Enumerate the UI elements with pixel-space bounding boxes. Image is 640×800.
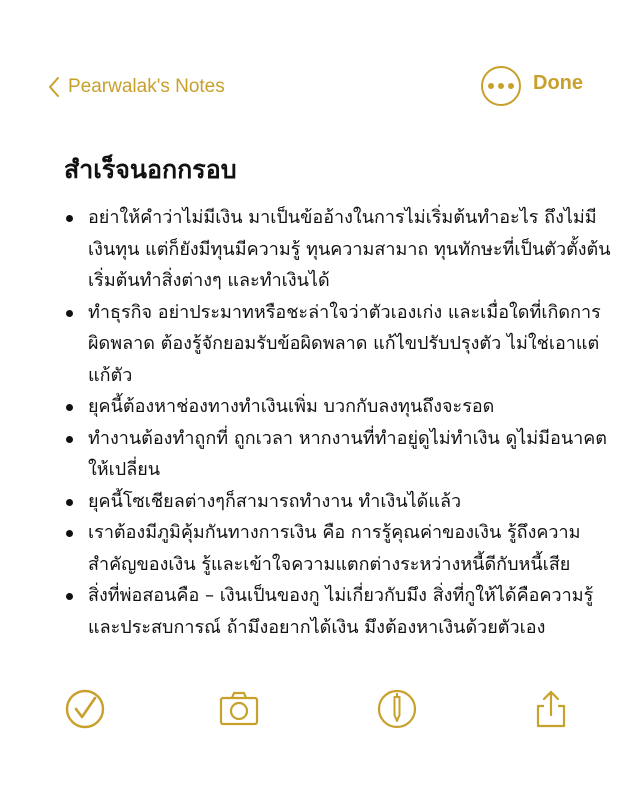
list-item[interactable]: สิ่งที่พ่อสอนคือ – เงินเป็นของกู ไม่เกี่ยวกับมึง สิ่งที่กูให้ได้คือความรู้และประสบการณ์ ถ้ามึงอยากได้เงิน มึงต้องหาเงินด้วยตัวเอง xyxy=(64,580,612,643)
ellipsis-dot xyxy=(488,83,494,89)
back-label: Pearwalak's Notes xyxy=(68,76,225,97)
bottom-toolbar xyxy=(0,688,640,736)
note-bullet-list[interactable] xyxy=(64,202,612,643)
ellipsis-dot xyxy=(498,83,504,89)
share-button[interactable] xyxy=(530,688,574,732)
more-options-button[interactable] xyxy=(481,66,521,106)
list-item[interactable]: ยุคนี้ต้องหาช่องทางทำเงินเพิ่ม บวกกับลงทุนถึงจะรอด xyxy=(64,391,612,423)
camera-button[interactable] xyxy=(218,688,262,732)
list-item[interactable]: อย่าให้คำว่าไม่มีเงิน มาเป็นข้ออ้างในการไม่เริ่มต้นทำอะไร ถึงไม่มีเงินทุน แต่ก็ยังมีทุนมีความรู้ ทุนความสามาถ ทุนทักษะที่เป็นตัวตั้งต้น เริ่มต้นทำสิ่งต่างๆ และทำเงินได้ xyxy=(64,202,612,297)
navigation-bar xyxy=(0,60,640,112)
list-item[interactable]: ทำธุรกิจ อย่าประมาทหรือชะล่าใจว่าตัวเองเก่ง และเมื่อใดที่เกิดการผิดพลาด ต้องรู้จักยอมรับข้อผิดพลาด แก้ไขปรับปรุงตัว ไม่ใช่เอาแต่แก้ตัว xyxy=(64,297,612,392)
list-item[interactable]: ทำงานต้องทำถูกที่ ถูกเวลา หากงานที่ทำอยู่ดูไม่ทำเงิน ดูไม่มีอนาคต ให้เปลี่ยน xyxy=(64,423,612,486)
pen-icon xyxy=(376,688,420,730)
markup-button[interactable] xyxy=(376,688,420,732)
list-item[interactable]: เราต้องมีภูมิคุ้มกันทางการเงิน คือ การรู้คุณค่าของเงิน รู้ถึงความสำคัญของเงิน รู้และเข้าใจความแตกต่างระหว่างหนี้ดีกับหนี้เสีย xyxy=(64,517,612,580)
camera-icon xyxy=(218,688,262,730)
note-title[interactable]: สำเร็จนอกกรอบ xyxy=(64,155,237,184)
ellipsis-dot xyxy=(508,83,514,89)
list-item[interactable]: ยุคนี้โซเชียลต่างๆก็สามารถทำงาน ทำเงินได้แล้ว xyxy=(64,486,612,518)
done-button[interactable]: Done xyxy=(533,72,583,94)
share-icon xyxy=(530,688,574,730)
back-button[interactable] xyxy=(48,72,225,102)
checklist-button[interactable] xyxy=(64,688,108,732)
chevron-left-icon xyxy=(48,76,60,98)
checklist-icon xyxy=(64,688,108,730)
